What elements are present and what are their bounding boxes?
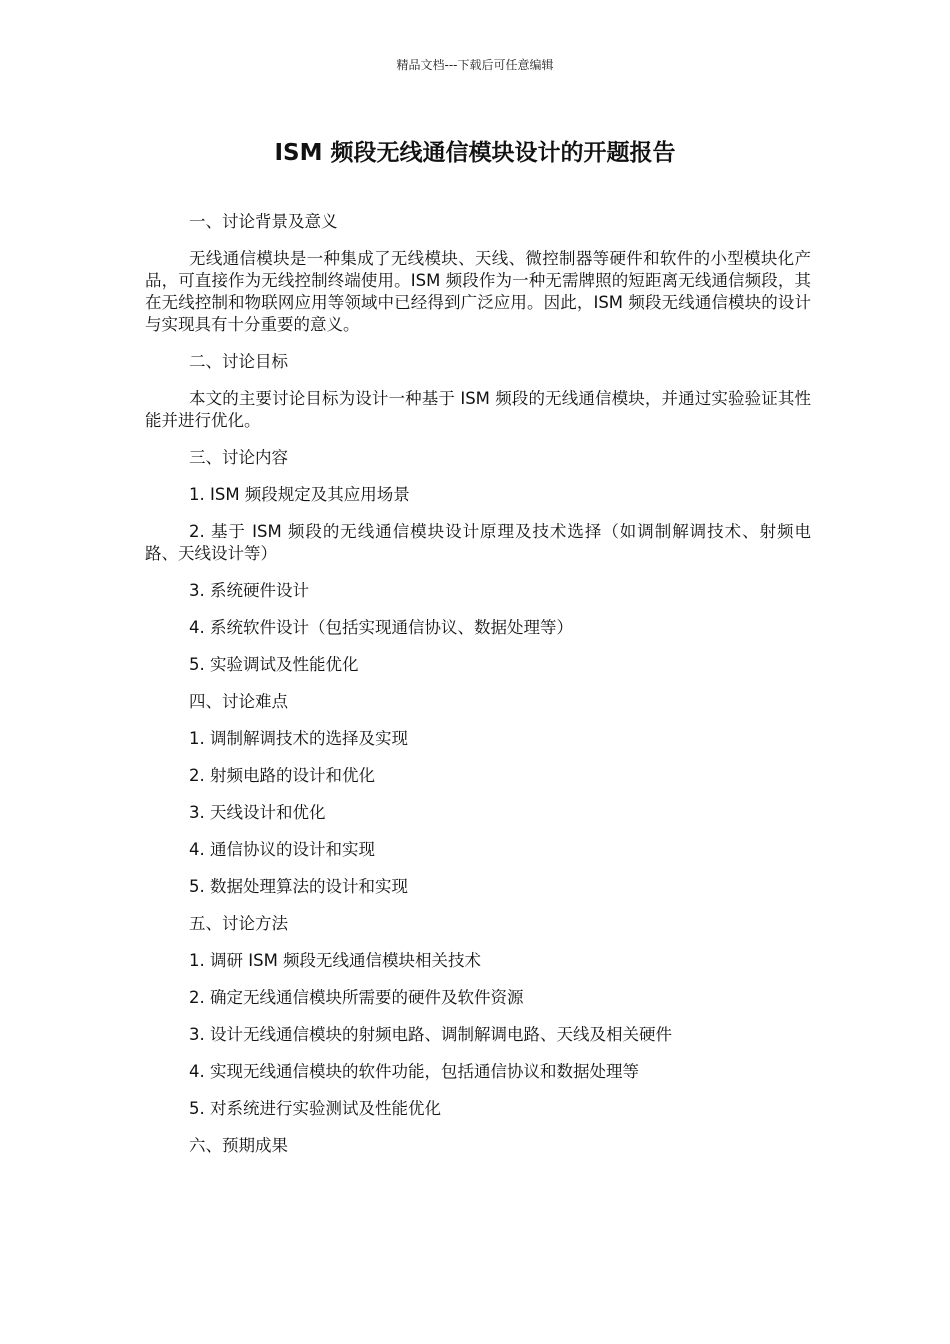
page-header: 精品文档---下载后可任意编辑 <box>396 58 554 72</box>
list-item: 2. 射频电路的设计和优化 <box>189 766 375 785</box>
list-item: 3. 设计无线通信模块的射频电路、调制解调电路、天线及相关硬件 <box>189 1025 672 1044</box>
section-heading-goals: 二、讨论目标 <box>189 352 288 371</box>
document-body <box>145 211 811 1172</box>
section-heading-methods: 五、讨论方法 <box>189 914 288 933</box>
document-title: ISM 频段无线通信模块设计的开题报告 <box>274 140 676 166</box>
list-item: 4. 系统软件设计（包括实现通信协议、数据处理等） <box>189 618 573 637</box>
paragraph-goals: 本文的主要讨论目标为设计一种基于 ISM 频段的无线通信模块，并通过实验验证其性能并进行优化。 <box>145 389 811 430</box>
paragraph-background: 无线通信模块是一种集成了无线模块、天线、微控制器等硬件和软件的小型模块化产品，可直接作为无线控制终端使用。ISM 频段作为一种无需牌照的短距离无线通信频段，其在无线控制和物联网应用等领域中已经得到广泛应用。因此，ISM 频段无线通信模块的设计与实现具有十分重要的意义。 <box>145 249 811 334</box>
list-item: 2. 确定无线通信模块所需要的硬件及软件资源 <box>189 988 524 1007</box>
list-item: 1. ISM 频段规定及其应用场景 <box>189 485 410 504</box>
list-item: 1. 调研 ISM 频段无线通信模块相关技术 <box>189 951 482 970</box>
list-item: 2. 基于 ISM 频段的无线通信模块设计原理及技术选择（如调制解调技术、射频电路、天线设计等） <box>145 522 811 563</box>
section-heading-difficulties: 四、讨论难点 <box>189 692 288 711</box>
list-item: 1. 调制解调技术的选择及实现 <box>189 729 408 748</box>
section-heading-content: 三、讨论内容 <box>189 448 288 467</box>
section-heading-background: 一、讨论背景及意义 <box>189 212 338 231</box>
list-item: 4. 通信协议的设计和实现 <box>189 840 375 859</box>
list-item: 5. 数据处理算法的设计和实现 <box>189 877 408 896</box>
list-item: 3. 天线设计和优化 <box>189 803 326 822</box>
list-item: 5. 实验调试及性能优化 <box>189 655 359 674</box>
section-heading-expected-results: 六、预期成果 <box>189 1136 288 1155</box>
list-item: 4. 实现无线通信模块的软件功能，包括通信协议和数据处理等 <box>189 1062 639 1081</box>
list-item: 5. 对系统进行实验测试及性能优化 <box>189 1099 441 1118</box>
list-item: 3. 系统硬件设计 <box>189 581 309 600</box>
